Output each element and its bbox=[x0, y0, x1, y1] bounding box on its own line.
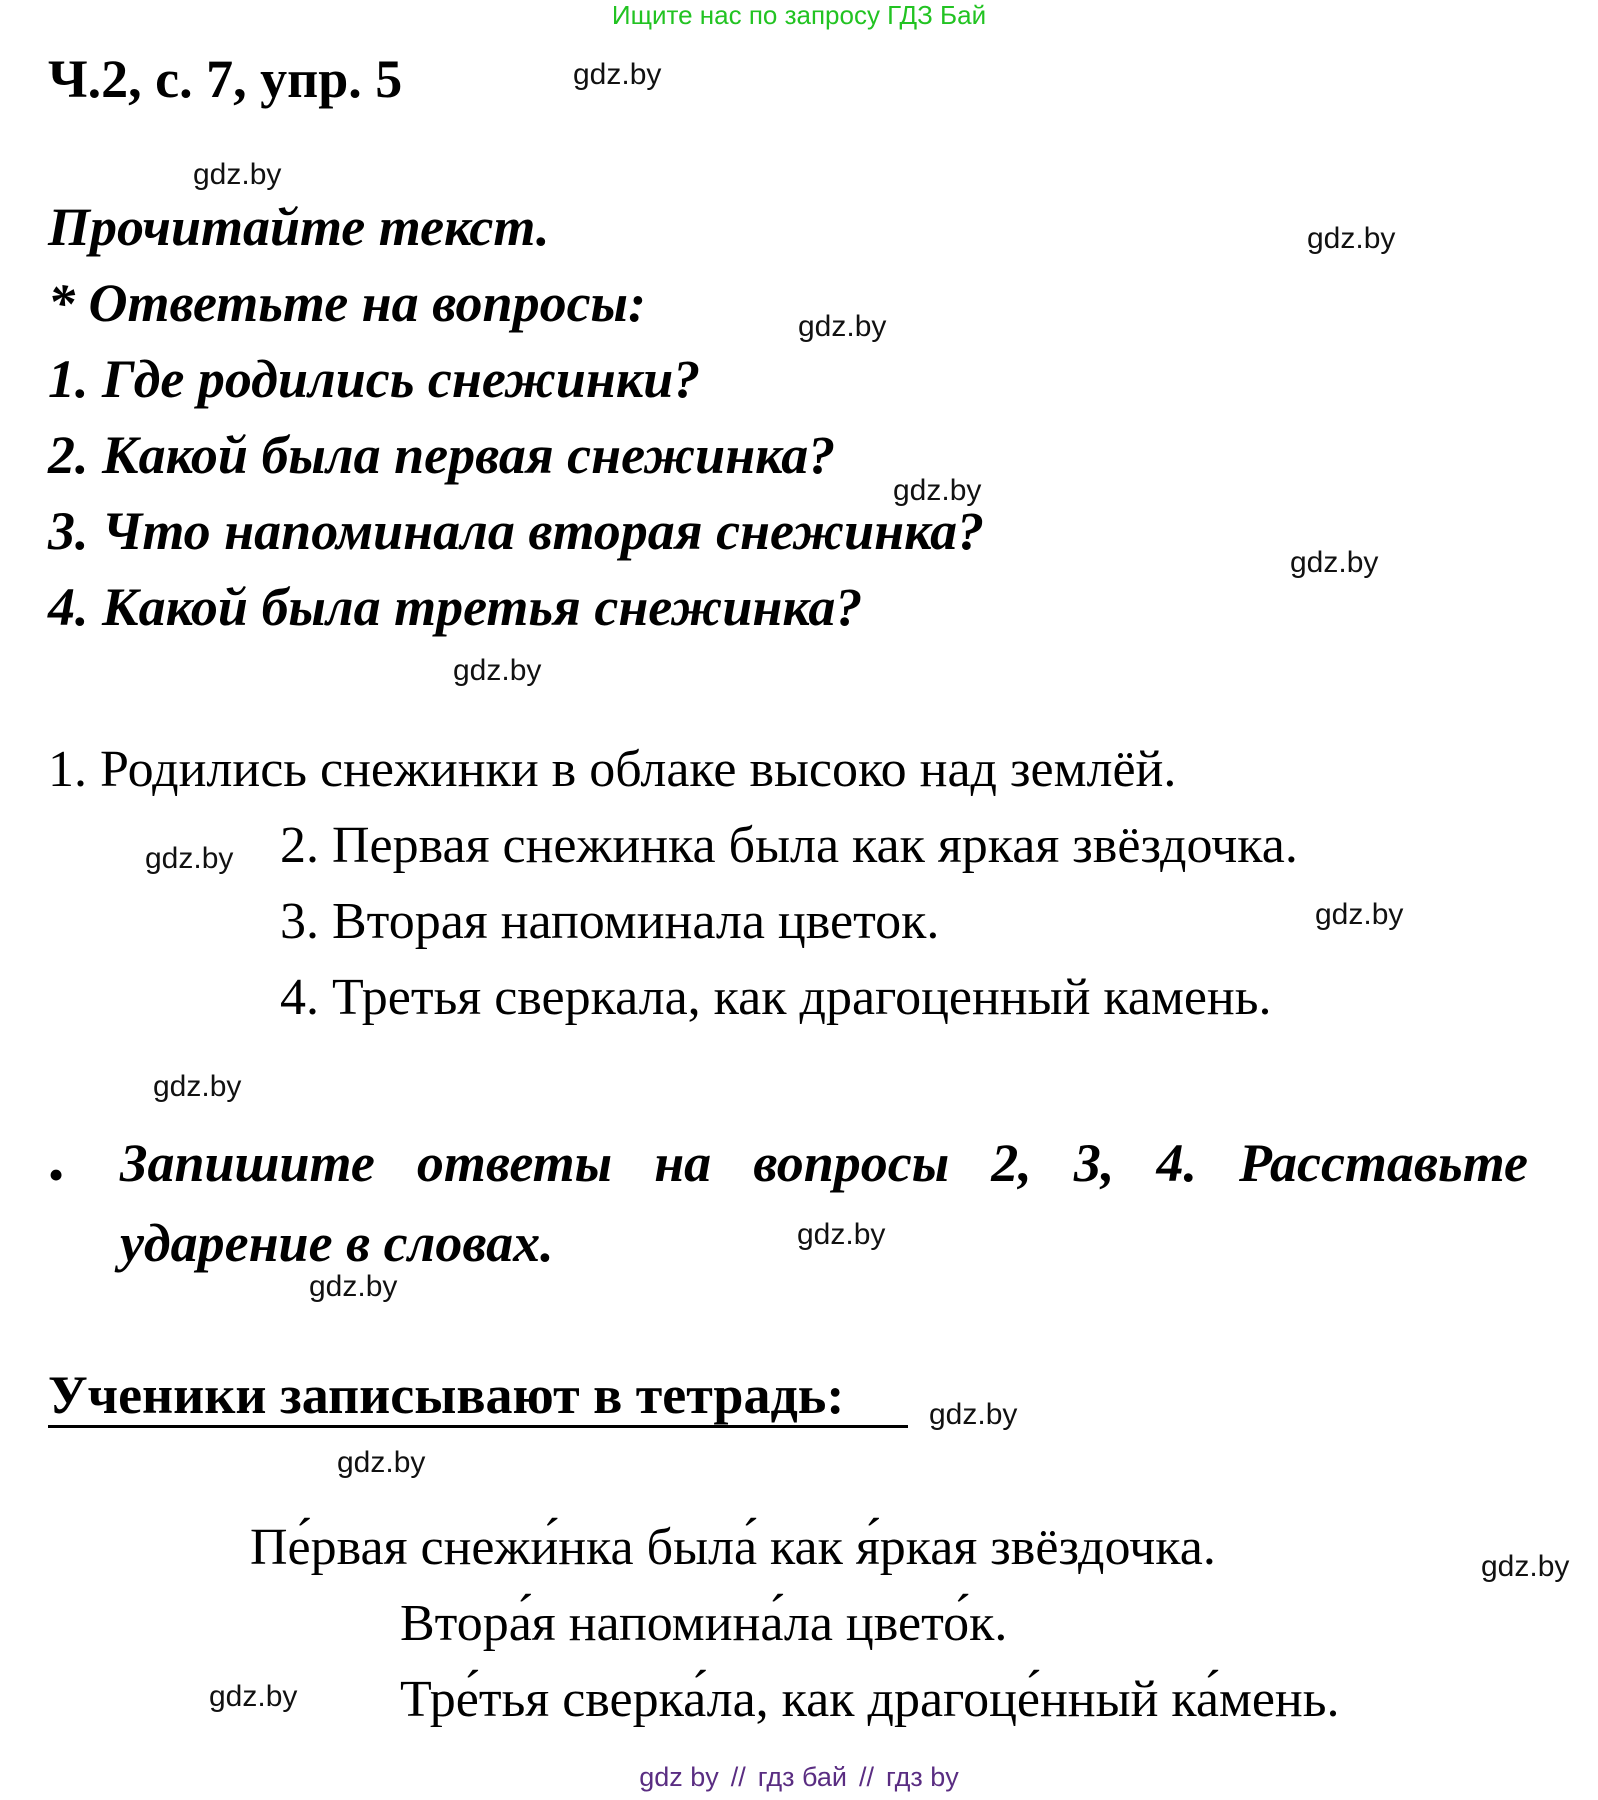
answer-1: 1. Родились снежинки в облаке высоко над землёй. bbox=[48, 741, 1177, 798]
watermark: gdz.by bbox=[797, 1218, 886, 1251]
watermark: gdz.by bbox=[145, 842, 234, 875]
page-title: Ч.2, с. 7, упр. 5 bbox=[48, 49, 403, 109]
answer-3: 3. Вторая напоминала цветок. bbox=[280, 893, 940, 950]
watermark: gdz.by bbox=[309, 1270, 398, 1303]
task-read: Прочитайте текст. bbox=[48, 197, 550, 257]
instruction-line-1: Запишите ответы на вопросы 2, 3, 4. Расставьте bbox=[120, 1133, 1528, 1193]
footer-separator: // bbox=[730, 1762, 746, 1792]
notebook-line-2: Втора́я напомина́ла цвето́к. bbox=[400, 1595, 1008, 1652]
footer-link-gdz-by[interactable]: gdz by bbox=[639, 1762, 719, 1792]
question-1: 1. Где родились снежинки? bbox=[48, 349, 701, 409]
footer-separator: // bbox=[858, 1762, 874, 1792]
watermark: gdz.by bbox=[1315, 898, 1404, 931]
notebook-line-3: Тре́тья сверка́ла, как драгоце́нный ка́мень. bbox=[400, 1671, 1340, 1728]
footer-link-gdz-bai[interactable]: гдз бай bbox=[757, 1762, 847, 1792]
watermark: gdz.by bbox=[209, 1680, 298, 1713]
heading-underline bbox=[48, 1425, 908, 1428]
watermark: gdz.by bbox=[573, 58, 662, 91]
watermark: gdz.by bbox=[1481, 1550, 1570, 1583]
watermark: gdz.by bbox=[453, 654, 542, 687]
question-4: 4. Какой была третья снежинка? bbox=[48, 577, 863, 637]
watermark: gdz.by bbox=[153, 1070, 242, 1103]
bullet-marker: • bbox=[48, 1149, 65, 1200]
watermark: gdz.by bbox=[1290, 546, 1379, 579]
watermark: gdz.by bbox=[798, 310, 887, 343]
watermark: gdz.by bbox=[893, 474, 982, 507]
top-banner: Ищите нас по запросу ГДЗ Бай bbox=[611, 0, 987, 30]
question-2: 2. Какой была первая снежинка? bbox=[48, 425, 836, 485]
instruction-line-2: ударение в словах. bbox=[120, 1213, 554, 1273]
watermark: gdz.by bbox=[193, 158, 282, 191]
notebook-heading: Ученики записывают в тетрадь: bbox=[48, 1365, 845, 1425]
task-answer-prompt: * Ответьте на вопросы: bbox=[48, 273, 647, 333]
answer-2: 2. Первая снежинка была как яркая звёздочка. bbox=[280, 817, 1298, 874]
watermark: gdz.by bbox=[1307, 222, 1396, 255]
watermark: gdz.by bbox=[929, 1398, 1018, 1431]
footer bbox=[0, 1762, 1598, 1793]
answer-4: 4. Третья сверкала, как драгоценный камень. bbox=[280, 969, 1272, 1026]
question-3: 3. Что напоминала вторая снежинка? bbox=[48, 501, 985, 561]
notebook-line-1: Пе́рвая снежи́нка была́ как я́ркая звёздочка. bbox=[250, 1519, 1216, 1576]
footer-link-gdz-by-cyr[interactable]: гдз by bbox=[886, 1762, 959, 1792]
watermark: gdz.by bbox=[337, 1446, 426, 1479]
